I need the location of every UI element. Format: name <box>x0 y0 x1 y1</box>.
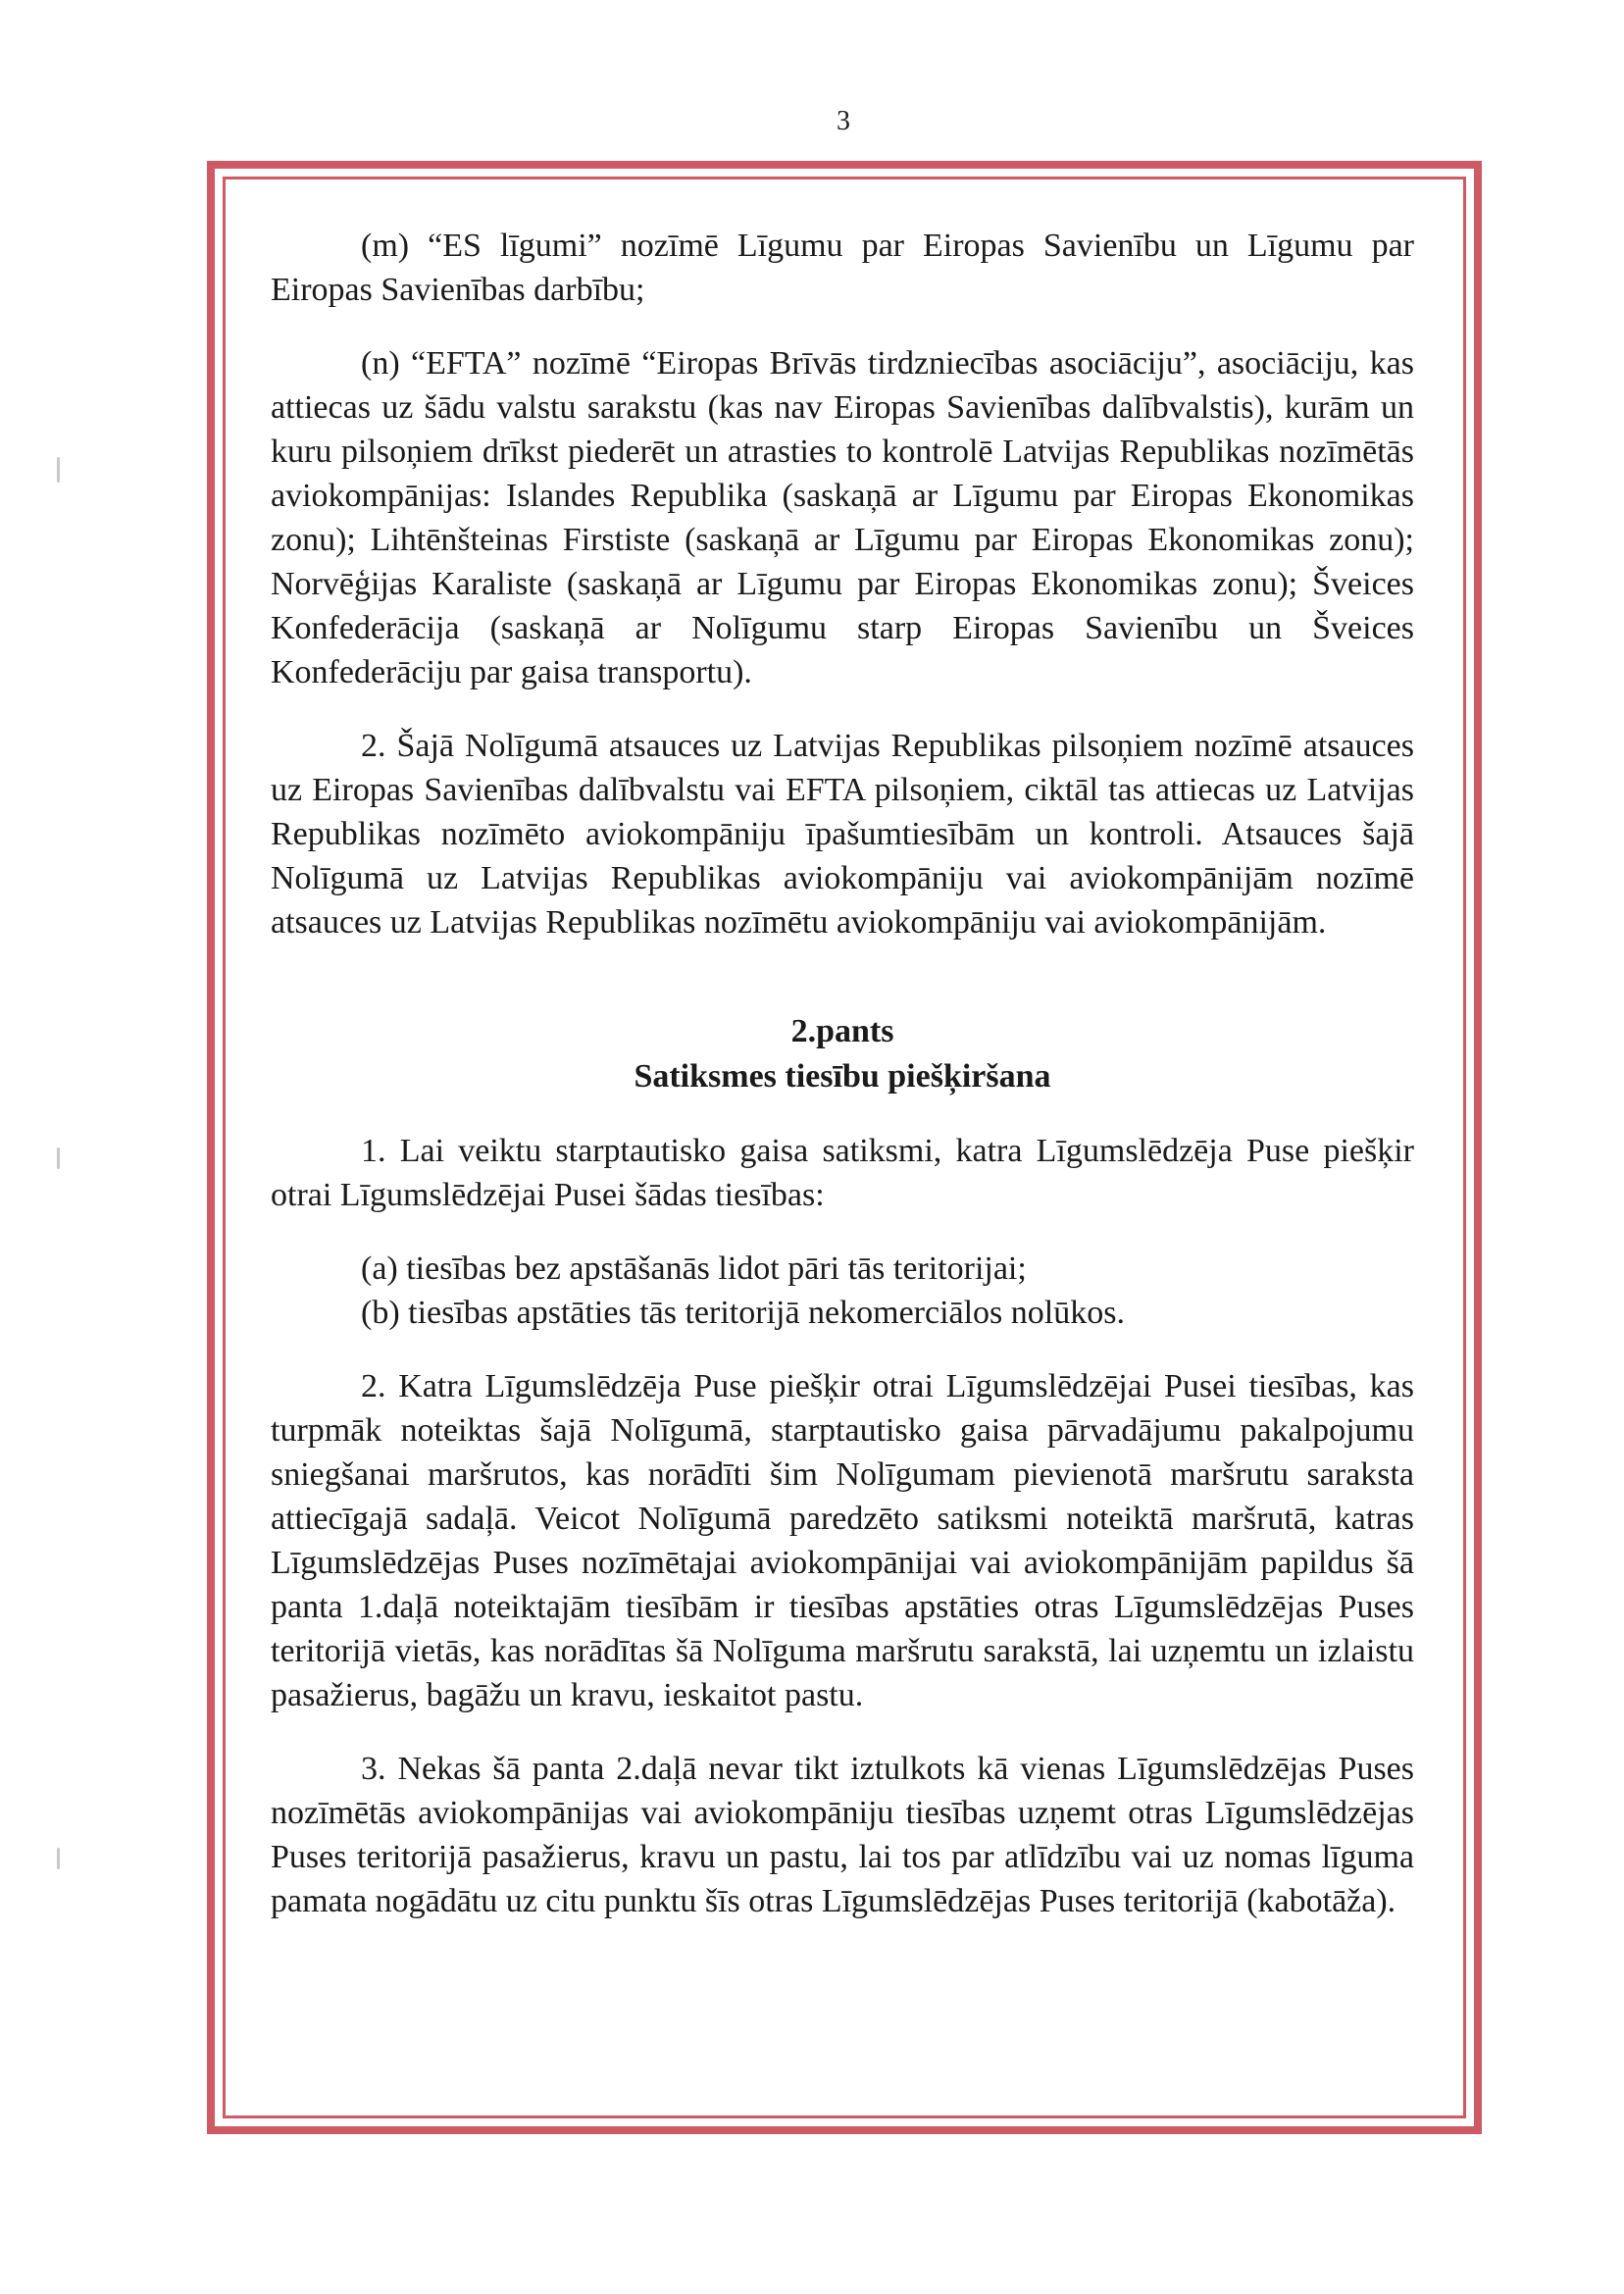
article-heading <box>271 1009 1414 1099</box>
article-title: Satiksmes tiesību piešķiršana <box>634 1058 1051 1095</box>
definition-paragraph-n: (n) “EFTA” nozīmē “Eiropas Brīvās tirdzniecības asociāciju”, asociāciju, kas attiecas uz šādu valstu sarakstu (kas nav Eiropas Savienības dalībvalstis), kurām un kuru pilsoņiem drīkst piederēt un atrasties to kontrolē Latvijas Republikas nozīmētās aviokompānijas: Islandes Republika (saskaņā ar Līgumu par Eiropas Ekonomikas zonu); Lihtēnšteinas Firstiste (saskaņā ar Līgumu par Eiropas Ekonomikas zonu); Norvēģijas Karaliste (saskaņā ar Līgumu par Eiropas Ekonomikas zonu); Šveices Konfederācija (saskaņā ar Nolīgumu starp Eiropas Savienību un Šveices Konfederāciju par gaisa transportu). <box>271 345 1414 690</box>
article-number: 2.pants <box>790 1013 894 1049</box>
list-item-a: (a) tiesības bez apstāšanās lidot pāri tās teritorijai; <box>361 1250 1027 1287</box>
definition-paragraph-m: (m) “ES līgumi” nozīmē Līgumu par Eiropas Savienību un Līgumu par Eiropas Savienības darbību; <box>271 228 1414 308</box>
scan-mark <box>57 457 60 483</box>
article-paragraph-1: 1. Lai veiktu starptautisko gaisa satiksmi, katra Līgumslēdzēja Puse piešķir otrai Līgumslēdzējai Pusei šādas tiesības: <box>271 1133 1414 1213</box>
article-paragraph-2: 2. Katra Līgumslēdzēja Puse piešķir otrai Līgumslēdzējai Pusei tiesības, kas turpmāk noteiktas šajā Nolīgumā, starptautisko gaisa pārvadājumu pakalpojumu sniegšanai maršrutos, kas norādīti šim Nolīgumam pievienotā maršrutu saraksta attiecīgajā sadaļā. Veicot Nolīgumā paredzēto satiksmi noteiktā maršrutā, katras Līgumslēdzējas Puses nozīmētajai aviokompānijai vai aviokompānijām papildus šā panta 1.daļā noteiktajām tiesībām ir tiesības apstāties otras Līgumslēdzējas Puses teritorijā vietās, kas norādītas šā Nolīguma maršrutu sarakstā, lai uzņemtu un izlaistu pasažierus, bagāžu un kravu, ieskaitot pastu. <box>271 1368 1414 1713</box>
page-number: 3 <box>837 106 850 136</box>
paragraph-2: 2. Šajā Nolīgumā atsauces uz Latvijas Republikas pilsoņiem nozīmē atsauces uz Eiropas Savienības dalībvalstu vai EFTA pilsoņiem, ciktāl tas attiecas uz Latvijas Republikas nozīmēto aviokompāniju īpašumtiesībām un kontroli. Atsauces šajā Nolīgumā uz Latvijas Republikas aviokompāniju vai aviokompānijām nozīmē atsauces uz Latvijas Republikas nozīmētu aviokompāniju vai aviokompānijām. <box>271 728 1414 941</box>
article-paragraph-3: 3. Nekas šā panta 2.daļā nevar tikt iztulkots kā vienas Līgumslēdzējas Puses nozīmētās aviokompānijas vai aviokompāniju tiesības uzņemt otras Līgumslēdzējas Puses teritorijā pasažierus, kravu un pastu, lai tos par atlīdzību vai uz nomas līguma pamata nogādātu uz citu punktu šīs otras Līgumslēdzējas Puses teritorijā (kabotāža). <box>271 1751 1414 1919</box>
list-item-b: (b) tiesības apstāties tās teritorijā nekomerciālos nolūkos. <box>361 1295 1125 1331</box>
scan-mark <box>57 1848 60 1869</box>
scan-mark <box>57 1147 60 1169</box>
document-body <box>271 224 1414 1923</box>
